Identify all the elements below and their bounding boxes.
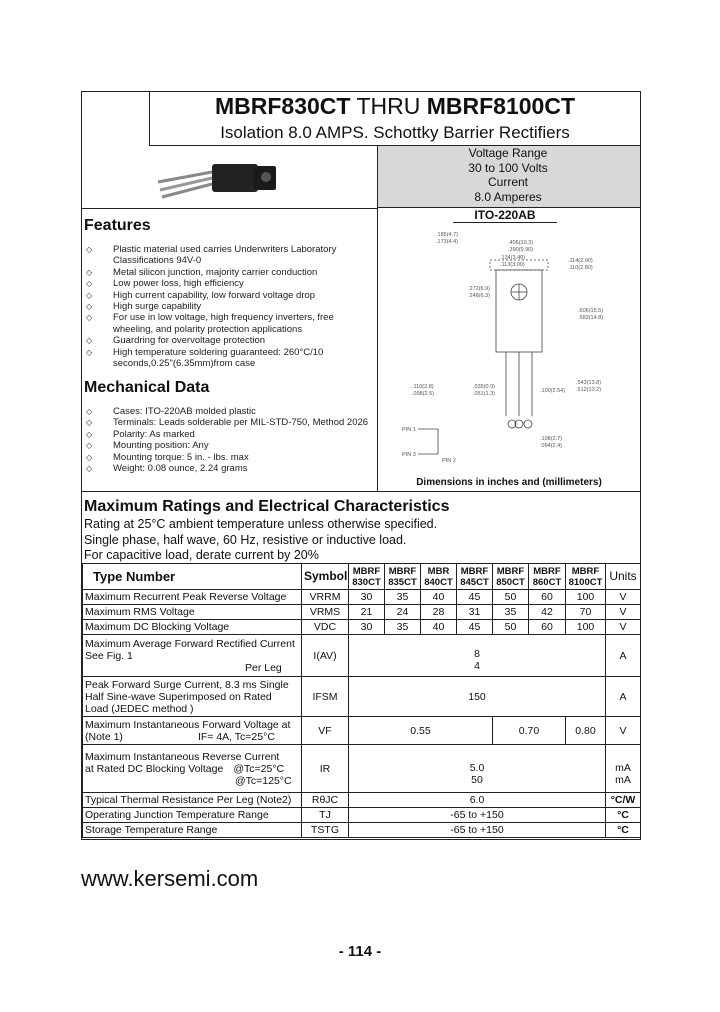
- mechanical-item: ◇ Weight: 0.08 ounce, 2.24 grams: [84, 463, 374, 474]
- dim-text: .606(15.5): [578, 308, 604, 314]
- units-header: Units: [606, 564, 641, 590]
- param-symbol: RθJC: [302, 793, 349, 808]
- dimensions-caption: Dimensions in inches and (millimeters): [416, 477, 602, 488]
- mechanical-item: ◇ Cases: ITO-220AB molded plastic: [84, 406, 374, 417]
- param-label: Typical Thermal Resistance Per Leg (Note2): [83, 793, 302, 808]
- part-header: MBRF 835CT: [385, 564, 421, 590]
- dim-text: .100(2.54): [540, 388, 566, 394]
- part-header: MBR 840CT: [421, 564, 457, 590]
- unit-cell: V: [606, 717, 641, 745]
- unit-cell: mA mA: [606, 745, 641, 793]
- part-header: MBRF 830CT: [349, 564, 385, 590]
- dim-text: .543(13.8): [576, 380, 602, 386]
- unit-cell: A: [606, 635, 641, 677]
- title-thru: THRU: [356, 93, 421, 119]
- dim-text: .108(2.7): [540, 436, 563, 442]
- value-cell: 40: [421, 620, 457, 635]
- part-header: MBRF 850CT: [493, 564, 529, 590]
- value-cell: -65 to +150: [349, 823, 606, 838]
- outline-body: [496, 270, 542, 352]
- value-cell: 42: [529, 605, 566, 620]
- param-label: Maximum Average Forward Rectified Current See Fig. 1 Per Leg: [83, 635, 302, 677]
- pin-label: PIN 2: [442, 458, 456, 464]
- table-row: [83, 793, 641, 808]
- mechanical-item: ◇ Mounting position: Any: [84, 440, 374, 451]
- table-row: [83, 745, 641, 793]
- dim-text: .390(9.90): [508, 247, 534, 253]
- dim-text: .113(3.00): [500, 262, 525, 268]
- unit-cell: A: [606, 677, 641, 717]
- param-label: Maximum Instantaneous Reverse Current at Rated DC Blocking Voltage @Tc=25°C @Tc=125°C: [83, 745, 302, 793]
- features-top-rule: [81, 208, 377, 209]
- unit-cell: °C: [606, 823, 641, 838]
- value-cell: 70: [566, 605, 606, 620]
- features-heading: Features: [84, 217, 151, 234]
- rating-note: For capacitive load, derate current by 20%: [84, 548, 319, 562]
- mechanical-item: ◇ Terminals: Leads solderable per MIL-STD-750, Method 2026: [84, 417, 374, 428]
- param-label: Maximum DC Blocking Voltage: [83, 620, 302, 635]
- rating-note: Rating at 25°C ambient temperature unless otherwise specified.: [84, 517, 438, 531]
- value-cell: 45: [457, 620, 493, 635]
- value-cell: -65 to +150: [349, 808, 606, 823]
- dim-text: .051(1.3): [473, 391, 496, 397]
- feature-item: ◇ Guardring for overvoltage protection: [84, 335, 374, 346]
- value-cell: 100: [566, 620, 606, 635]
- value-cell: 50: [493, 590, 529, 605]
- value-cell: 8 4: [349, 635, 606, 677]
- table-header-row: [83, 564, 641, 590]
- current-label: Current: [487, 175, 528, 189]
- value-cell: 45: [457, 590, 493, 605]
- package-dimension-drawing: [378, 224, 640, 474]
- page-number: - 114 -: [338, 943, 382, 960]
- value-cell: 28: [421, 605, 457, 620]
- table-row: [83, 677, 641, 717]
- page-title: [150, 92, 640, 120]
- table-row: [83, 605, 641, 620]
- param-symbol: I(AV): [302, 635, 349, 677]
- param-symbol: TJ: [302, 808, 349, 823]
- pin-label: PIN 1: [402, 427, 416, 433]
- mount-hole: [261, 172, 271, 182]
- mechanical-heading: Mechanical Data: [84, 379, 210, 396]
- value-cell: 50: [493, 620, 529, 635]
- param-symbol: TSTG: [302, 823, 349, 838]
- value-cell: 35: [385, 590, 421, 605]
- features-list: [84, 244, 374, 369]
- package-name: ITO-220AB: [453, 208, 557, 223]
- param-symbol: VRMS: [302, 605, 349, 620]
- param-symbol: IR: [302, 745, 349, 793]
- param-label: Maximum RMS Voltage: [83, 605, 302, 620]
- lead-3: [162, 184, 212, 197]
- rating-note: Single phase, half wave, 60 Hz, resistive or inductive load.: [84, 532, 407, 547]
- dim-text: .114(2.90): [568, 258, 593, 264]
- value-cell: 24: [385, 605, 421, 620]
- pin-label: PIN 3: [402, 452, 416, 458]
- value-cell: 100: [566, 590, 606, 605]
- table-row: [83, 823, 641, 838]
- package-photo: [150, 160, 295, 202]
- value-cell: 30: [349, 620, 385, 635]
- section-rule: [81, 491, 641, 492]
- value-cell: 150: [349, 677, 606, 717]
- type-number-header: Type Number: [83, 564, 302, 590]
- title-part1: MBRF830CT: [215, 93, 351, 119]
- feature-item: ◇ High temperature soldering guaranteed: 260°C/10 seconds,0.25"(6.35mm)from case: [84, 347, 374, 370]
- param-label: Storage Temperature Range: [83, 823, 302, 838]
- page-subtitle: Isolation 8.0 AMPS. Schottky Barrier Rectifiers: [220, 123, 570, 142]
- value-cell: 35: [385, 620, 421, 635]
- dim-text: .098(2.5): [412, 391, 435, 397]
- feature-item: ◇ High current capability, low forward voltage drop: [84, 290, 374, 301]
- value-cell: 5.0 50: [349, 745, 606, 793]
- dim-text: .134(3.40): [500, 255, 526, 261]
- dim-text: .094(2.4): [540, 443, 563, 449]
- part-header: MBRF 860CT: [529, 564, 566, 590]
- part-header: MBRF 845CT: [457, 564, 493, 590]
- current-value: 8.0 Amperes: [474, 189, 542, 204]
- dim-text: .035(0.9): [473, 384, 496, 390]
- value-cell: 0.55: [349, 717, 493, 745]
- voltage-range-value: 30 to 100 Volts: [468, 160, 548, 175]
- dim-text: .406(10.3): [508, 240, 534, 246]
- value-cell: 35: [493, 605, 529, 620]
- feature-item: ◇ Low power loss, high efficiency: [84, 278, 374, 289]
- mechanical-item: ◇ Mounting torque: 5 in. - lbs. max: [84, 452, 374, 463]
- dim-text: .185(4.7): [436, 232, 459, 238]
- ratings-notes: [84, 517, 639, 564]
- table-row: [83, 590, 641, 605]
- table-row: [83, 635, 641, 677]
- value-cell: 6.0: [349, 793, 606, 808]
- value-cell: 60: [529, 590, 566, 605]
- param-label: Maximum Recurrent Peak Reverse Voltage: [83, 590, 302, 605]
- value-cell: 31: [457, 605, 493, 620]
- param-symbol: VF: [302, 717, 349, 745]
- spec-table: [82, 563, 641, 838]
- dim-text: .110(2.80): [568, 265, 593, 271]
- unit-cell: V: [606, 590, 641, 605]
- unit-cell: °C: [606, 808, 641, 823]
- param-label: Peak Forward Surge Current, 8.3 ms Single Half Sine-wave Superimposed on Rated Load (JEDEC method ): [83, 677, 302, 717]
- feature-item: ◇ Metal silicon junction, majority carrier conduction: [84, 267, 374, 278]
- package-body: [212, 164, 258, 192]
- param-label: Operating Junction Temperature Range: [83, 808, 302, 823]
- mechanical-list: [84, 406, 374, 474]
- dim-text: .248(6.3): [468, 293, 491, 299]
- value-cell: 0.80: [566, 717, 606, 745]
- dim-text: .583(14.8): [578, 315, 604, 321]
- value-cell: 40: [421, 590, 457, 605]
- unit-cell: V: [606, 605, 641, 620]
- voltage-range-label: Voltage Range: [468, 146, 548, 160]
- value-cell: 21: [349, 605, 385, 620]
- value-cell: 60: [529, 620, 566, 635]
- feature-item: ◇ High surge capability: [84, 301, 374, 312]
- feature-item: ◇ For use in low voltage, high frequency inverters, free wheeling, and polarity protection applications: [84, 312, 374, 335]
- param-label: Maximum Instantaneous Forward Voltage at (Note 1) IF= 4A, Tc=25°C: [83, 717, 302, 745]
- dim-text: .272(6.9): [468, 286, 491, 292]
- dim-text: .110(2.8): [412, 384, 434, 390]
- website-link[interactable]: www.kersemi.com: [81, 866, 259, 891]
- part-header: MBRF 8100CT: [566, 564, 606, 590]
- symbol-header: Symbol: [302, 564, 349, 590]
- table-row: [83, 808, 641, 823]
- table-row: [83, 620, 641, 635]
- param-symbol: VDC: [302, 620, 349, 635]
- value-cell: 30: [349, 590, 385, 605]
- feature-item: ◇ Plastic material used carries Underwriters Laboratory Classifications 94V-0: [84, 244, 374, 267]
- pin-3-marker: [524, 420, 532, 428]
- dim-text: .512(13.2): [576, 387, 602, 393]
- dim-text: .173(4.4): [436, 239, 459, 245]
- title-part2: MBRF8100CT: [426, 93, 575, 119]
- mechanical-item: ◇ Polarity: As marked: [84, 429, 374, 440]
- ratings-heading: Maximum Ratings and Electrical Characteristics: [84, 498, 450, 515]
- table-row: [83, 717, 641, 745]
- unit-cell: V: [606, 620, 641, 635]
- param-symbol: VRRM: [302, 590, 349, 605]
- param-symbol: IFSM: [302, 677, 349, 717]
- unit-cell: °C/W: [606, 793, 641, 808]
- ratings-summary: [377, 146, 639, 204]
- value-cell: 0.70: [493, 717, 566, 745]
